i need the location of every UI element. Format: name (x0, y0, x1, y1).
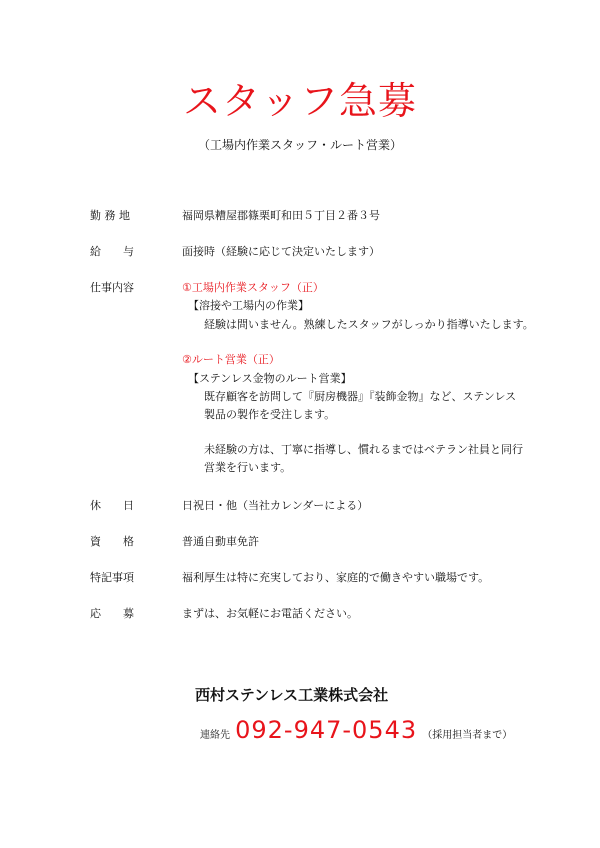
job-item1-sub: 【溶接や工場内の作業】 (188, 299, 309, 312)
job-item2-desc1: 既存顧客を訪問して『厨房機器』『装飾金物』など、ステンレス (204, 390, 517, 403)
qualification-value: 普通自動車免許 (182, 535, 259, 548)
notes-label: 特記事項 (90, 571, 134, 584)
contact-phone: 092-947-0543 (235, 716, 418, 744)
contact-note: （採用担当者まで） (422, 730, 513, 741)
company-name: 西村ステンレス工業株式会社 (195, 686, 389, 704)
location-label: 勤 務 地 (90, 209, 130, 222)
job-item2-desc4: 営業を行います。 (204, 461, 292, 474)
job-item1-desc: 経験は問いません。熟練したスタッフがしっかり指導いたします。 (204, 318, 534, 331)
job-label: 仕事内容 (90, 281, 134, 294)
salary-value: 面接時（経験に応じて決定いたします） (182, 245, 380, 258)
apply-value: まずは、お気軽にお電話ください。 (182, 607, 358, 620)
salary-label: 給 与 (90, 245, 134, 258)
contact-line (200, 716, 512, 746)
page-subtitle: （工場内作業スタッフ・ルート営業） (197, 138, 402, 152)
job-item1-title: ①工場内作業スタッフ（正） (182, 281, 324, 294)
job-item2-sub: 【ステンレス金物のルート営業】 (188, 372, 352, 385)
notes-value: 福利厚生は特に充実しており、家庭的で働きやすい職場です。 (182, 571, 490, 584)
qualification-label: 資 格 (90, 535, 134, 548)
holiday-label: 休 日 (90, 499, 134, 512)
job-item2-desc3: 未経験の方は、丁寧に指導し、慣れるまではベテラン社員と同行 (204, 443, 523, 456)
apply-label: 応 募 (90, 607, 134, 620)
job-item2-title: ②ルート営業（正） (182, 353, 280, 366)
holiday-value: 日祝日・他（当社カレンダーによる） (182, 499, 369, 512)
job-item2-desc2: 製品の製作を受注します。 (204, 408, 336, 421)
contact-label: 連絡先 (200, 730, 230, 741)
page-title: スタッフ急募 (182, 79, 417, 123)
location-value: 福岡県糟屋郡篠栗町和田５丁目２番３号 (182, 209, 380, 222)
